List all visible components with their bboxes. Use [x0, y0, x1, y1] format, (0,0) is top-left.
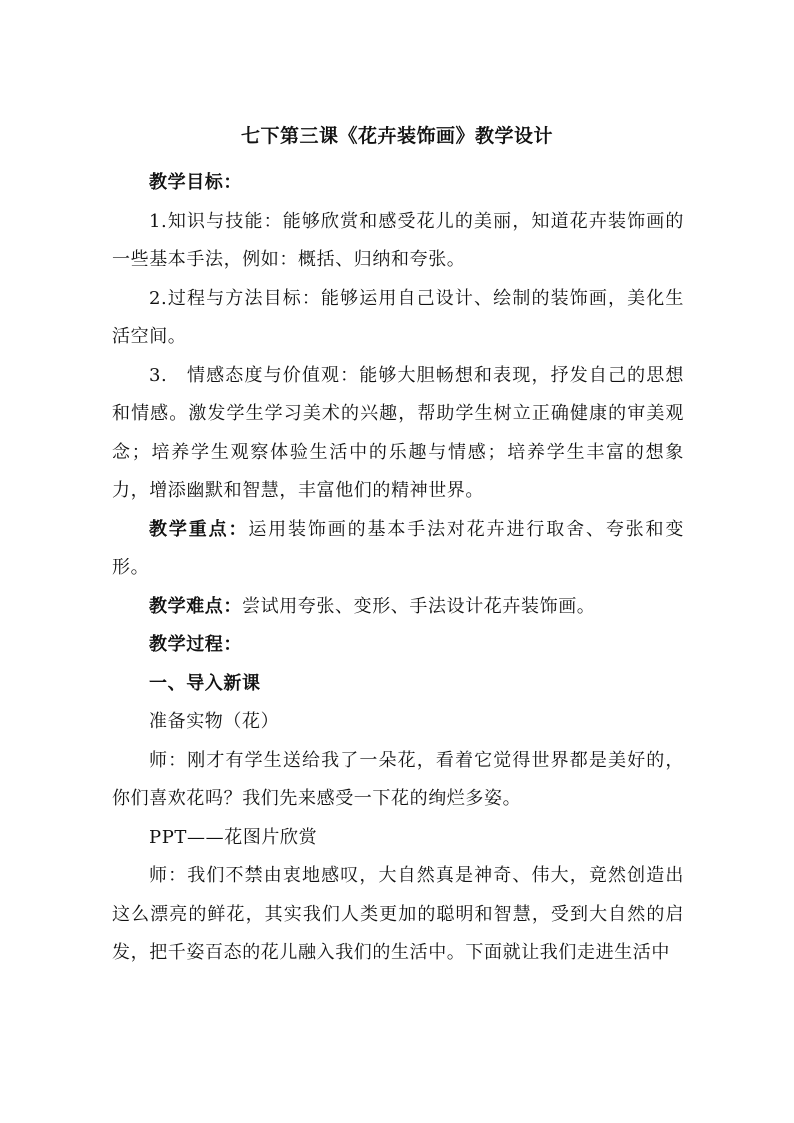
difficulty-paragraph — [112, 588, 684, 627]
objective-2: 2.过程与方法目标：能够运用自己设计、绘制的装饰画，美化生活空间。 — [112, 287, 684, 347]
objective-1: 1.知识与技能：能够欣赏和感受花儿的美丽，知道花卉装饰画的一些基本手法，例如：概括、归纳和夸张。 — [112, 210, 684, 270]
para-teacher-2: 师：我们不禁由衷地感叹，大自然真是神奇、伟大，竟然创造出这么漂亮的鲜花，其实我们人类更加的聪明和智慧，受到大自然的启发，把千姿百态的花儿融入我们的生活中。下面就让我们走进生活中 — [112, 865, 684, 963]
difficulty-text: 尝试用夸张、变形、手法设计花卉装饰画。 — [242, 595, 596, 617]
document-body — [112, 164, 684, 973]
difficulty-label: 教学难点： — [149, 595, 242, 617]
section-1-heading: 一、导入新课 — [149, 672, 261, 694]
key-point-label: 教学重点： — [149, 518, 249, 540]
process-heading: 教学过程： — [149, 634, 242, 655]
objective-3: 3. 情感态度与价值观：能够大胆畅想和表现，抒发自己的思想和情感。激发学生学习美术的兴趣，帮助学生树立正确健康的审美观念；培养学生观察体验生活中的乐趣与情感；培养学生丰富的想象力，增添幽默和智慧，丰富他们的精神世界。 — [112, 364, 684, 501]
para-teacher-1: 师：刚才有学生送给我了一朵花，看着它觉得世界都是美好的，你们喜欢花吗？我们先来感受一下花的绚烂多姿。 — [112, 749, 684, 809]
para-prepare: 准备实物（花） — [149, 711, 280, 732]
document-title: 七下第三课《花卉装饰画》教学设计 — [240, 125, 553, 147]
key-point-text: 运用装饰画的基本手法对花卉进行取舍、夸张和变形。 — [112, 518, 684, 578]
key-point-paragraph — [112, 511, 684, 588]
objectives-heading: 教学目标： — [149, 172, 242, 193]
para-ppt: PPT——花图片欣赏 — [149, 826, 318, 848]
